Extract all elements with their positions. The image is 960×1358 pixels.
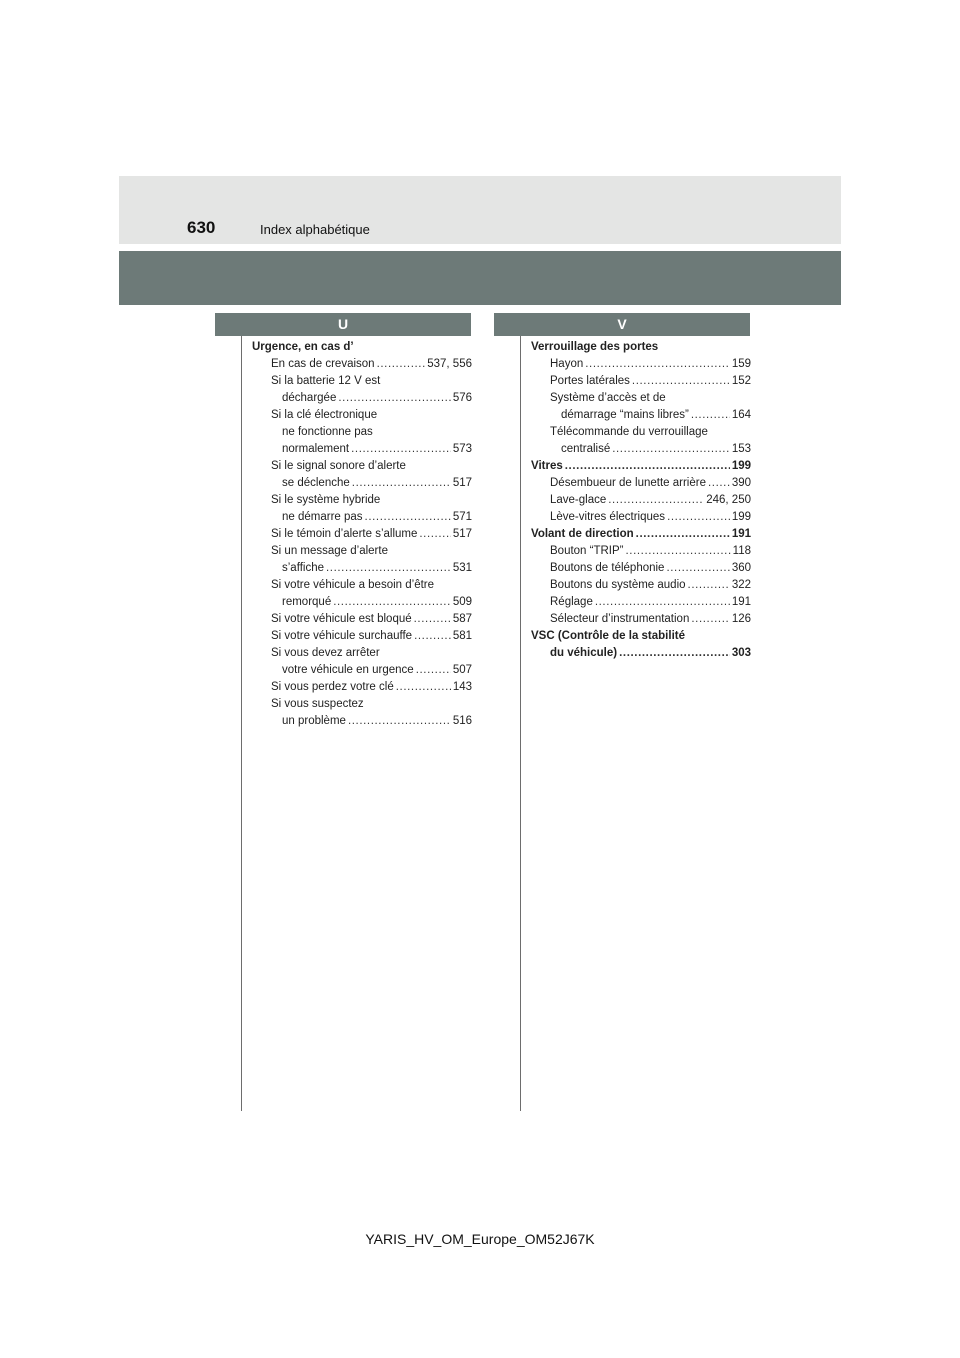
index-entry-page: 118	[732, 545, 751, 557]
dot-leader	[708, 475, 730, 492]
dot-leader	[419, 526, 450, 543]
index-entry	[531, 526, 751, 543]
index-entry-page: 164	[731, 409, 751, 421]
index-entry	[531, 373, 751, 390]
dot-leader	[595, 594, 730, 611]
index-entry-page: 516	[452, 715, 472, 727]
dot-leader	[338, 390, 450, 407]
index-entry-page: 581	[452, 630, 472, 642]
index-entry	[531, 594, 751, 611]
dot-leader	[688, 577, 730, 594]
index-entry	[531, 475, 751, 492]
dot-leader	[636, 526, 730, 543]
index-entry	[252, 662, 472, 679]
index-entry-text: Système d’accès et de	[550, 392, 666, 404]
index-entry-page: 152	[731, 375, 751, 387]
index-entry-text: En cas de crevaison	[271, 358, 375, 370]
dot-leader	[414, 628, 451, 645]
index-entry	[252, 390, 472, 407]
index-entry-text: Si vous suspectez	[271, 698, 364, 710]
dot-leader	[348, 713, 451, 730]
index-entry-text: votre véhicule en urgence	[282, 664, 414, 676]
page-number: 630	[187, 218, 216, 237]
index-entry-text: ne démarre pas	[282, 511, 363, 523]
dot-leader	[333, 594, 451, 611]
dot-leader	[365, 509, 451, 526]
index-entry	[252, 339, 472, 356]
dot-leader	[608, 492, 704, 509]
index-entry-text: démarrage “mains libres”	[561, 409, 689, 421]
letter-header-u: U	[215, 313, 471, 336]
dot-leader	[377, 356, 426, 373]
index-entry-page: 153	[731, 443, 751, 455]
index-entry	[531, 424, 751, 441]
index-entry-page: 537, 556	[427, 358, 472, 370]
index-entry-text: déchargée	[282, 392, 337, 404]
index-entry-page: 571	[452, 511, 472, 523]
index-entry-text: Urgence, en cas d’	[252, 341, 354, 353]
index-entry	[531, 356, 751, 373]
column-divider-right	[520, 336, 521, 1111]
index-entry-page: 531	[452, 562, 472, 574]
index-entry	[252, 526, 472, 543]
index-entry-text: Réglage	[550, 596, 593, 608]
index-entry-page: 576	[452, 392, 472, 404]
index-entry-page: 159	[731, 358, 751, 370]
index-entry	[252, 373, 472, 390]
index-entry-text: Hayon	[550, 358, 584, 370]
index-entry-text: Si vous perdez votre clé	[271, 681, 394, 693]
index-entry-page: 322	[731, 579, 751, 591]
index-entry	[252, 458, 472, 475]
index-entry-text: Si le témoin d’alerte s’allume	[271, 528, 418, 540]
index-entry-text: Si la clé électronique	[271, 409, 378, 421]
index-entry-text: Boutons du système audio	[550, 579, 686, 591]
dot-leader	[352, 475, 451, 492]
index-entry	[531, 543, 751, 560]
dot-leader	[585, 356, 730, 373]
index-entry-text: Si votre véhicule a besoin d’être	[271, 579, 435, 591]
index-entry	[252, 356, 472, 373]
index-entry-text: Verrouillage des portes	[531, 341, 659, 353]
index-entry-text: Vitres	[531, 460, 563, 472]
index-entry-page: 303	[731, 647, 751, 659]
index-entry-text: Bouton “TRIP”	[550, 545, 624, 557]
index-entry-text: Sélecteur d’instrumentation	[550, 613, 690, 625]
index-entry	[531, 492, 751, 509]
column-divider-left	[241, 336, 242, 1111]
index-entry-text: remorqué	[282, 596, 332, 608]
index-entry-page: 573	[452, 443, 472, 455]
index-entry	[531, 645, 751, 662]
index-entry-text: Si votre véhicule surchauffe	[271, 630, 413, 642]
dot-leader	[632, 373, 730, 390]
index-entry	[252, 441, 472, 458]
index-entry-page: 517	[452, 528, 472, 540]
dot-leader	[626, 543, 731, 560]
dot-leader	[351, 441, 451, 458]
index-entry-page: 191	[731, 596, 751, 608]
index-entry	[531, 441, 751, 458]
index-entry	[252, 713, 472, 730]
index-entry-text: Lave-glace	[550, 494, 607, 506]
index-entry	[252, 543, 472, 560]
dot-leader	[667, 509, 730, 526]
index-entry	[252, 492, 472, 509]
index-entry-text: un problème	[282, 715, 346, 727]
index-entry-page: 587	[452, 613, 472, 625]
index-entry	[252, 407, 472, 424]
header-band	[119, 176, 841, 244]
dot-leader	[619, 645, 730, 662]
index-entry	[531, 458, 751, 475]
index-entry-text: Boutons de téléphonie	[550, 562, 665, 574]
index-entry-text: Portes latérales	[550, 375, 630, 387]
dot-leader	[416, 662, 451, 679]
index-entry	[252, 696, 472, 713]
dot-leader	[396, 679, 451, 696]
index-entry	[252, 679, 472, 696]
index-entry-page: 390	[731, 477, 751, 489]
index-entry-page: 143	[452, 681, 472, 693]
index-entry-text: VSC (Contrôle de la stabilité	[531, 630, 685, 642]
index-entry-page: 509	[452, 596, 472, 608]
index-column-u	[252, 339, 472, 730]
index-entry	[531, 390, 751, 407]
index-entry-text: se déclenche	[282, 477, 350, 489]
index-entry	[252, 560, 472, 577]
index-entry-text: du véhicule)	[550, 647, 618, 659]
index-entry	[531, 611, 751, 628]
dot-leader	[414, 611, 451, 628]
index-entry	[531, 577, 751, 594]
dot-leader	[326, 560, 451, 577]
section-title: Index alphabétique	[260, 222, 370, 237]
index-entry-page: 517	[452, 477, 472, 489]
dot-leader	[565, 458, 730, 475]
index-entry-page: 191	[731, 528, 751, 540]
index-entry-page: 199	[731, 460, 751, 472]
index-entry-page: 126	[731, 613, 751, 625]
index-entry	[531, 339, 751, 356]
dot-leader	[691, 407, 730, 424]
index-entry-page: 199	[731, 511, 751, 523]
index-entry-text: Si votre véhicule est bloqué	[271, 613, 412, 625]
index-entry-text: centralisé	[561, 443, 611, 455]
index-entry	[252, 475, 472, 492]
index-entry-text: Lève-vitres électriques	[550, 511, 666, 523]
index-entry	[252, 628, 472, 645]
index-entry-page: 360	[731, 562, 751, 574]
index-entry-text: Si le signal sonore d’alerte	[271, 460, 406, 472]
index-entry-text: s’affiche	[282, 562, 324, 574]
index-entry-text: Si vous devez arrêter	[271, 647, 380, 659]
dot-leader	[691, 611, 729, 628]
index-entry	[252, 577, 472, 594]
document-footer: YARIS_HV_OM_Europe_OM52J67K	[365, 1231, 595, 1247]
dot-leader	[666, 560, 729, 577]
index-column-v	[531, 339, 751, 662]
index-entry-page: 246, 250	[706, 494, 751, 506]
header-dark-band	[119, 251, 841, 305]
index-entry-text: normalement	[282, 443, 350, 455]
index-entry-text: Volant de direction	[531, 528, 634, 540]
index-entry	[531, 407, 751, 424]
index-entry-text: ne fonctionne pas	[282, 426, 373, 438]
index-entry	[531, 628, 751, 645]
letter-header-v: V	[494, 313, 750, 336]
index-entry-text: Si le système hybride	[271, 494, 381, 506]
index-entry	[531, 509, 751, 526]
index-entry	[252, 645, 472, 662]
index-entry	[252, 594, 472, 611]
index-entry-text: Désembueur de lunette arrière	[550, 477, 706, 489]
index-entry	[531, 560, 751, 577]
dot-leader	[612, 441, 730, 458]
index-entry-text: Si la batterie 12 V est	[271, 375, 381, 387]
index-entry-text: Télécommande du verrouillage	[550, 426, 708, 438]
index-entry-text: Si un message d’alerte	[271, 545, 388, 557]
index-entry	[252, 611, 472, 628]
index-entry	[252, 424, 472, 441]
index-entry-page: 507	[452, 664, 472, 676]
index-entry	[252, 509, 472, 526]
